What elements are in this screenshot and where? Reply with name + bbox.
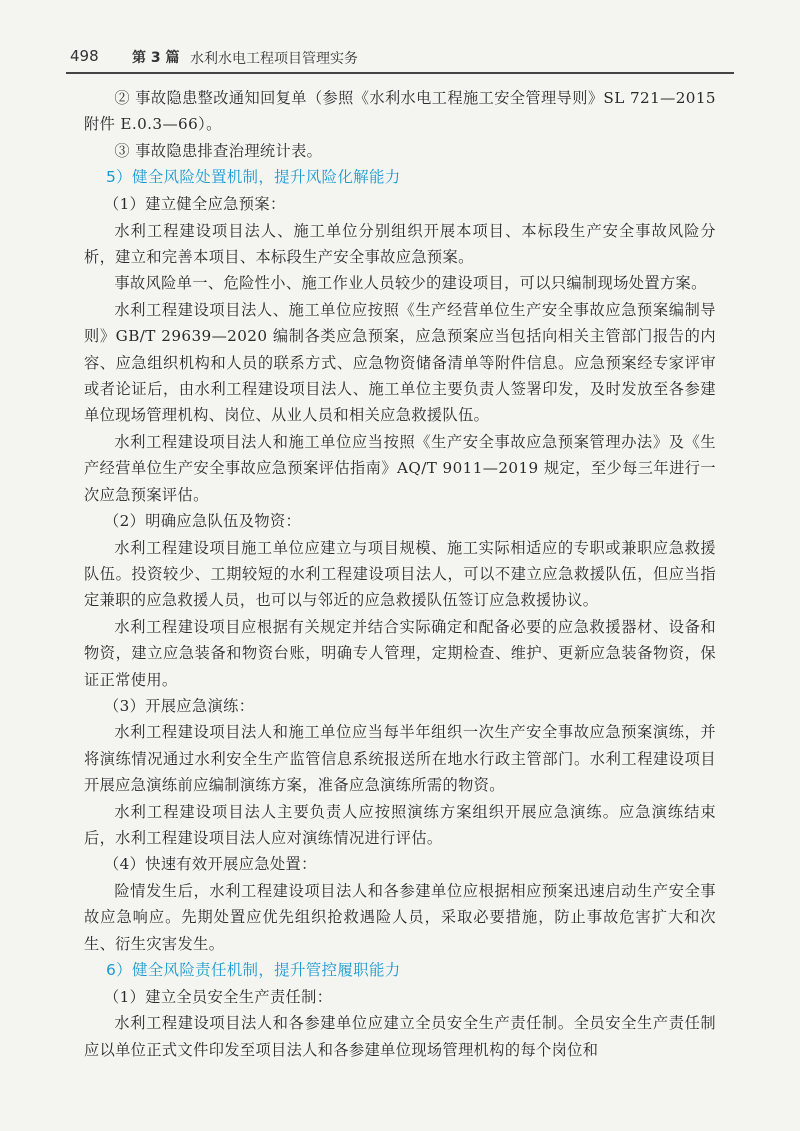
paragraph: 水利工程建设项目法人、施工单位分别组织开展本项目、本标段生产安全事故风险分析，建立和完善本项目、本标段生产安全事故应急预案。 [84, 221, 716, 267]
paragraph: 事故风险单一、危险性小、施工作业人员较少的建设项目，可以只编制现场处置方案。 [114, 274, 707, 293]
section-heading: 5）健全风险处置机制，提升风险化解能力 [106, 168, 401, 187]
paragraph: 水利工程建设项目法人和施工单位应当每半年组织一次生产安全事故应急预案演练，并将演练情况通过水利安全生产监管信息系统报送所在地水行政主管部门。水利工程建设项目开展应急演练前应编制演练方案，准备应急演练所需的物资。 [84, 723, 716, 795]
section-heading: 6）健全风险责任机制，提升管控履职能力 [106, 961, 401, 979]
paragraph: 水利工程建设项目法人、施工单位应按照《生产经营单位生产安全事故应急预案编制导则》GB/T 29639—2020 编制各类应急预案，应急预案应当包括向相关主管部门报告的内容、应急组织机构和人员的联系方式、应急物资储备清单等附件信息。应急预案经专家评审或者论证后，由水利工程建设项目法人、施工单位主要负责人签署印发，及时发放至各参建单位现场管理机构、岗位、从业人员和相关应急救援队伍。 [84, 300, 716, 425]
subsection-heading: （1）建立健全应急预案： [104, 195, 286, 214]
page-header [0, 0, 800, 80]
page-body [84, 85, 716, 1063]
paragraph: 水利工程建设项目法人主要负责人应按照演练方案组织开展应急演练。应急演练结束后，水利工程建设项目法人应对演练情况进行评估。 [84, 802, 716, 847]
paragraph: 水利工程建设项目应根据有关规定并结合实际确定和配备必要的应急救援器材、设备和物资，建立应急装备和物资台账，明确专人管理，定期检查、维护、更新应急装备物资，保证正常使用。 [84, 617, 716, 689]
paragraph: 水利工程建设项目法人和各参建单位应建立全员安全生产责任制。全员安全生产责任制应以单位正式文件印发至项目法人和各参建单位现场管理机构的每个岗位和 [84, 1014, 716, 1059]
subsection-heading: （1）建立全员安全生产责任制： [104, 988, 333, 1006]
subsection-heading: （3）开展应急演练： [104, 696, 255, 715]
paragraph: 险情发生后，水利工程建设项目法人和各参建单位应根据相应预案迅速启动生产安全事故应急响应。先期处置应优先组织抢救遇险人员，采取必要措施，防止事故危害扩大和次生、衍生灾害发生。 [84, 881, 716, 953]
paragraph: 水利工程建设项目法人和施工单位应当按照《生产安全事故应急预案管理办法》及《生产经营单位生产安全事故应急预案评估指南》AQ/T 9011—2019 规定，至少每三年进行一次应急预案评估。 [84, 432, 716, 504]
header-rule [66, 72, 734, 74]
subsection-heading: （4）快速有效开展应急处置： [104, 855, 317, 874]
book-title: 水利水电工程项目管理实务 [190, 51, 358, 67]
paragraph: ② 事故隐患整改通知回复单（参照《水利水电工程施工安全管理导则》SL 721—2015 附件 E.0.3—66）。 [84, 89, 716, 134]
paragraph: ③ 事故隐患排查治理统计表。 [114, 141, 323, 160]
paragraph: 水利工程建设项目施工单位应建立与项目规模、施工实际相适应的专职或兼职应急救援队伍。投资较少、工期较短的水利工程建设项目法人，可以不建立应急救援队伍，但应当指定兼职的应急救援人员，也可以与邻近的应急救援队伍签订应急救援协议。 [84, 538, 716, 610]
subsection-heading: （2）明确应急队伍及物资： [104, 512, 302, 531]
part-label: 第 3 篇 [132, 50, 180, 66]
page-number: 498 [70, 47, 99, 65]
